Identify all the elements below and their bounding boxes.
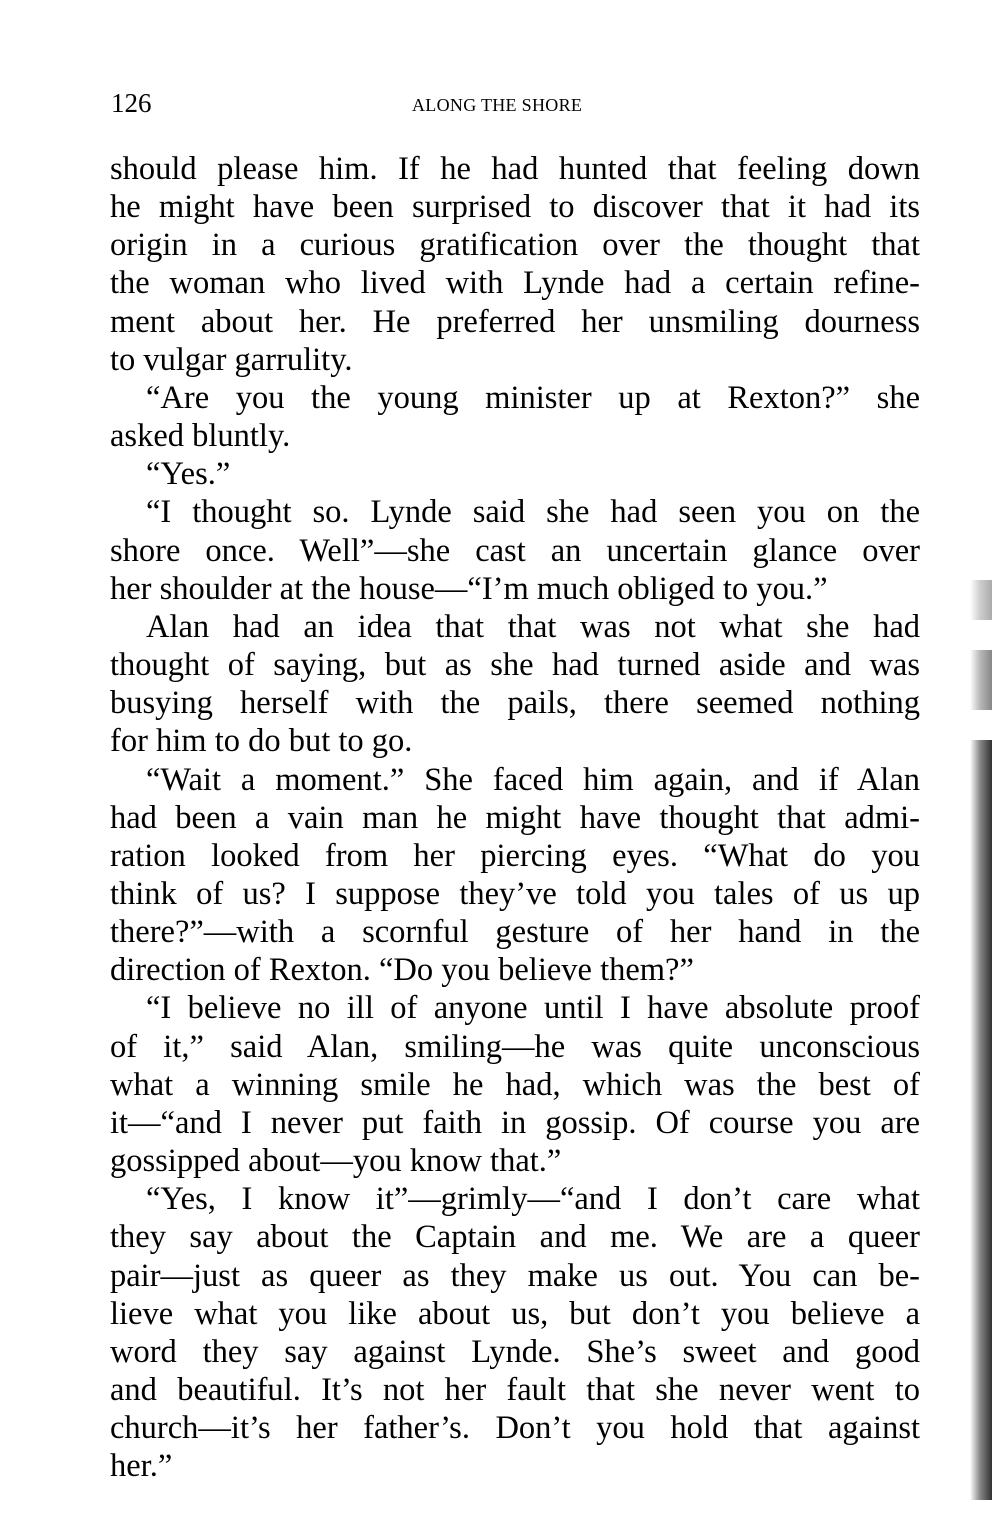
text-line: and beautiful. It’s not her fault that she never went to: [110, 1372, 920, 1408]
text-line: her shoulder at the house—“I’m much obliged to you.”: [110, 570, 828, 607]
page-edge-shadow: [960, 560, 1000, 1500]
text-line: they say about the Captain and me. We are a queer: [110, 1219, 920, 1256]
text-line: pair—just as queer as they make us out. You can be-: [110, 1257, 920, 1294]
paragraph: [110, 455, 920, 493]
body-text: [110, 150, 920, 1485]
text-line: think of us? I suppose they’ve told you tales of us up: [110, 875, 920, 912]
text-line: word they say against Lynde. She’s sweet and good: [110, 1333, 920, 1370]
text-line: busying herself with the pails, there seemed nothing: [110, 685, 920, 722]
running-head: ALONG THE SHORE: [412, 95, 583, 115]
text-line: “Yes, I know it”—grimly—“and I don’t care what: [146, 1181, 920, 1218]
paragraph: [110, 150, 920, 379]
text-line: gossipped about—you know that.”: [110, 1143, 562, 1180]
text-line: to vulgar garrulity.: [110, 341, 353, 378]
text-line: of it,” said Alan, smiling—he was quite unconscious: [110, 1028, 920, 1065]
text-line: ment about her. He preferred her unsmiling dourness: [110, 303, 920, 340]
text-line: for him to do but to go.: [110, 723, 413, 760]
text-line: should please him. If he had hunted that feeling down: [110, 151, 920, 187]
text-line: thought of saying, but as she had turned aside and was: [110, 647, 920, 684]
text-line: lieve what you like about us, but don’t you believe a: [110, 1295, 920, 1332]
text-line: direction of Rexton. “Do you believe them?”: [110, 952, 694, 989]
text-line: origin in a curious gratification over the thought that: [110, 227, 920, 264]
text-line: he might have been surprised to discover that it had its: [110, 189, 920, 226]
text-line: Alan had an idea that that was not what she had: [146, 608, 920, 645]
text-line: “Yes.”: [146, 456, 231, 493]
text-line: asked bluntly.: [110, 418, 291, 455]
text-line: church—it’s her father’s. Don’t you hold that against: [110, 1410, 920, 1447]
paragraph: [110, 1180, 920, 1485]
paragraph: [110, 493, 920, 607]
text-line: “I believe no ill of anyone until I have absolute proof: [146, 990, 920, 1027]
text-line: “Are you the young minister up at Rexton?” she: [146, 379, 920, 416]
text-line: there?”—with a scornful gesture of her hand in the: [110, 914, 920, 951]
text-line: “Wait a moment.” She faced him again, and if Alan: [146, 761, 920, 798]
paragraph: [110, 989, 920, 1180]
paragraph: [110, 379, 920, 455]
paragraph: [110, 761, 920, 990]
text-line: shore once. Well”—she cast an uncertain glance over: [110, 532, 920, 569]
text-line: it—“and I never put faith in gossip. Of course you are: [110, 1104, 920, 1141]
paragraph: [110, 608, 920, 761]
text-line: had been a vain man he might have thought that admi-: [110, 799, 920, 836]
text-line: the woman who lived with Lynde had a certain refine-: [110, 265, 920, 302]
text-line: ration looked from her piercing eyes. “What do you: [110, 837, 920, 874]
page-number: 126: [111, 88, 152, 118]
text-line: her.”: [110, 1448, 173, 1485]
text-line: what a winning smile he had, which was the best of: [110, 1066, 920, 1103]
text-line: “I thought so. Lynde said she had seen you on the: [146, 494, 920, 531]
